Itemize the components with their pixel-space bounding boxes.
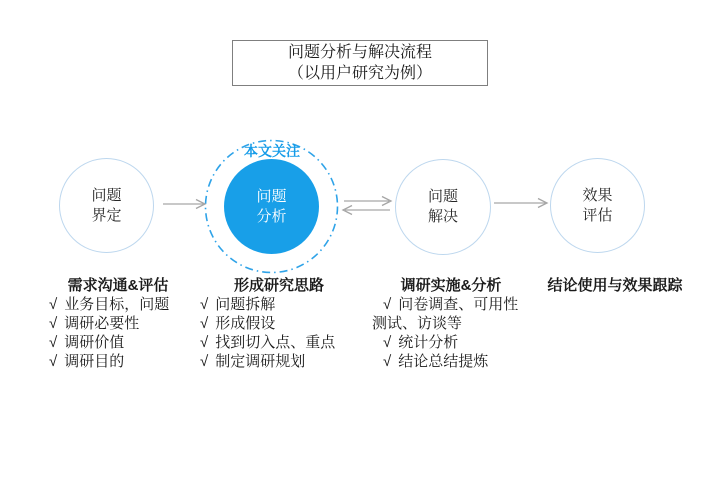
check-icon: √ <box>200 353 209 370</box>
stage-problem-analysis <box>224 159 319 254</box>
check-icon: √ <box>49 315 58 332</box>
title-box <box>232 40 488 86</box>
check-icon: √ <box>200 334 209 351</box>
check-icon: √ <box>49 296 58 313</box>
checklist-item-text: 形成假设 <box>215 315 276 332</box>
check-icon: √ <box>49 334 58 351</box>
stage-label-line: 分析 <box>256 207 287 225</box>
checklist-item-text: 结论总结提炼 <box>398 353 489 370</box>
stage-effect-evaluation <box>550 158 645 253</box>
checklist-item <box>189 333 369 352</box>
stage-label-line: 解决 <box>427 208 458 225</box>
column-header: 结论使用与效果跟踪 <box>547 277 683 294</box>
stage-label-line: 问题 <box>427 188 458 205</box>
checklist-item-text: 制定调研规划 <box>215 353 306 370</box>
column-header: 调研实施&分析 <box>400 277 502 294</box>
checklist-item-text: 调研价值 <box>64 334 125 351</box>
check-icon: √ <box>383 296 392 313</box>
checklist-item-text: 找到切入点、重点 <box>215 334 336 351</box>
checklist-column-conclusion <box>540 276 690 295</box>
stage-label-line: 问题 <box>256 187 287 205</box>
arrow-right-icon <box>163 200 205 209</box>
checklist-item <box>38 314 198 333</box>
check-icon: √ <box>200 315 209 332</box>
title-line-1: 问题分析与解决流程 <box>287 44 432 61</box>
checklist-item-text: 调研必要性 <box>64 315 140 332</box>
check-icon: √ <box>383 334 392 351</box>
checklist-item <box>38 352 198 371</box>
column-header: 形成研究思路 <box>233 277 324 294</box>
checklist-item-text: 调研目的 <box>64 353 125 370</box>
checklist-item-text: 问题拆解 <box>215 296 276 313</box>
check-icon: √ <box>383 353 392 370</box>
arrow-both-icon <box>343 197 391 215</box>
checklist-column-requirements <box>38 276 198 371</box>
checklist-item <box>372 295 530 333</box>
stage-label-line: 评估 <box>582 206 613 224</box>
checklist-item-text: 问卷调查、可用性测试、访谈等 <box>372 296 519 332</box>
stage-label-line: 效果 <box>582 186 613 204</box>
checklist-column-research-plan <box>189 276 369 371</box>
checklist-item <box>38 295 198 314</box>
checklist-item <box>372 352 530 371</box>
stage-label-line: 问题 <box>91 186 122 204</box>
check-icon: √ <box>200 296 209 313</box>
stage-problem-solving <box>395 159 491 255</box>
checklist-item <box>189 314 369 333</box>
checklist-item-text: 业务目标，问题 <box>64 296 170 313</box>
title-line-2: （以用户研究为例） <box>287 65 432 82</box>
checklist-item <box>189 295 369 314</box>
checklist-item <box>372 333 530 352</box>
checklist-item-text: 统计分析 <box>398 334 459 351</box>
stage-problem-definition <box>59 158 154 253</box>
focus-label: 本文关注 <box>244 143 300 159</box>
check-icon: √ <box>49 353 58 370</box>
checklist-item <box>38 333 198 352</box>
checklist-column-implementation <box>372 276 530 371</box>
arrow-right-icon <box>494 199 547 208</box>
column-header: 需求沟通&评估 <box>67 277 169 294</box>
checklist-item <box>189 352 369 371</box>
stage-label-line: 界定 <box>91 206 122 224</box>
